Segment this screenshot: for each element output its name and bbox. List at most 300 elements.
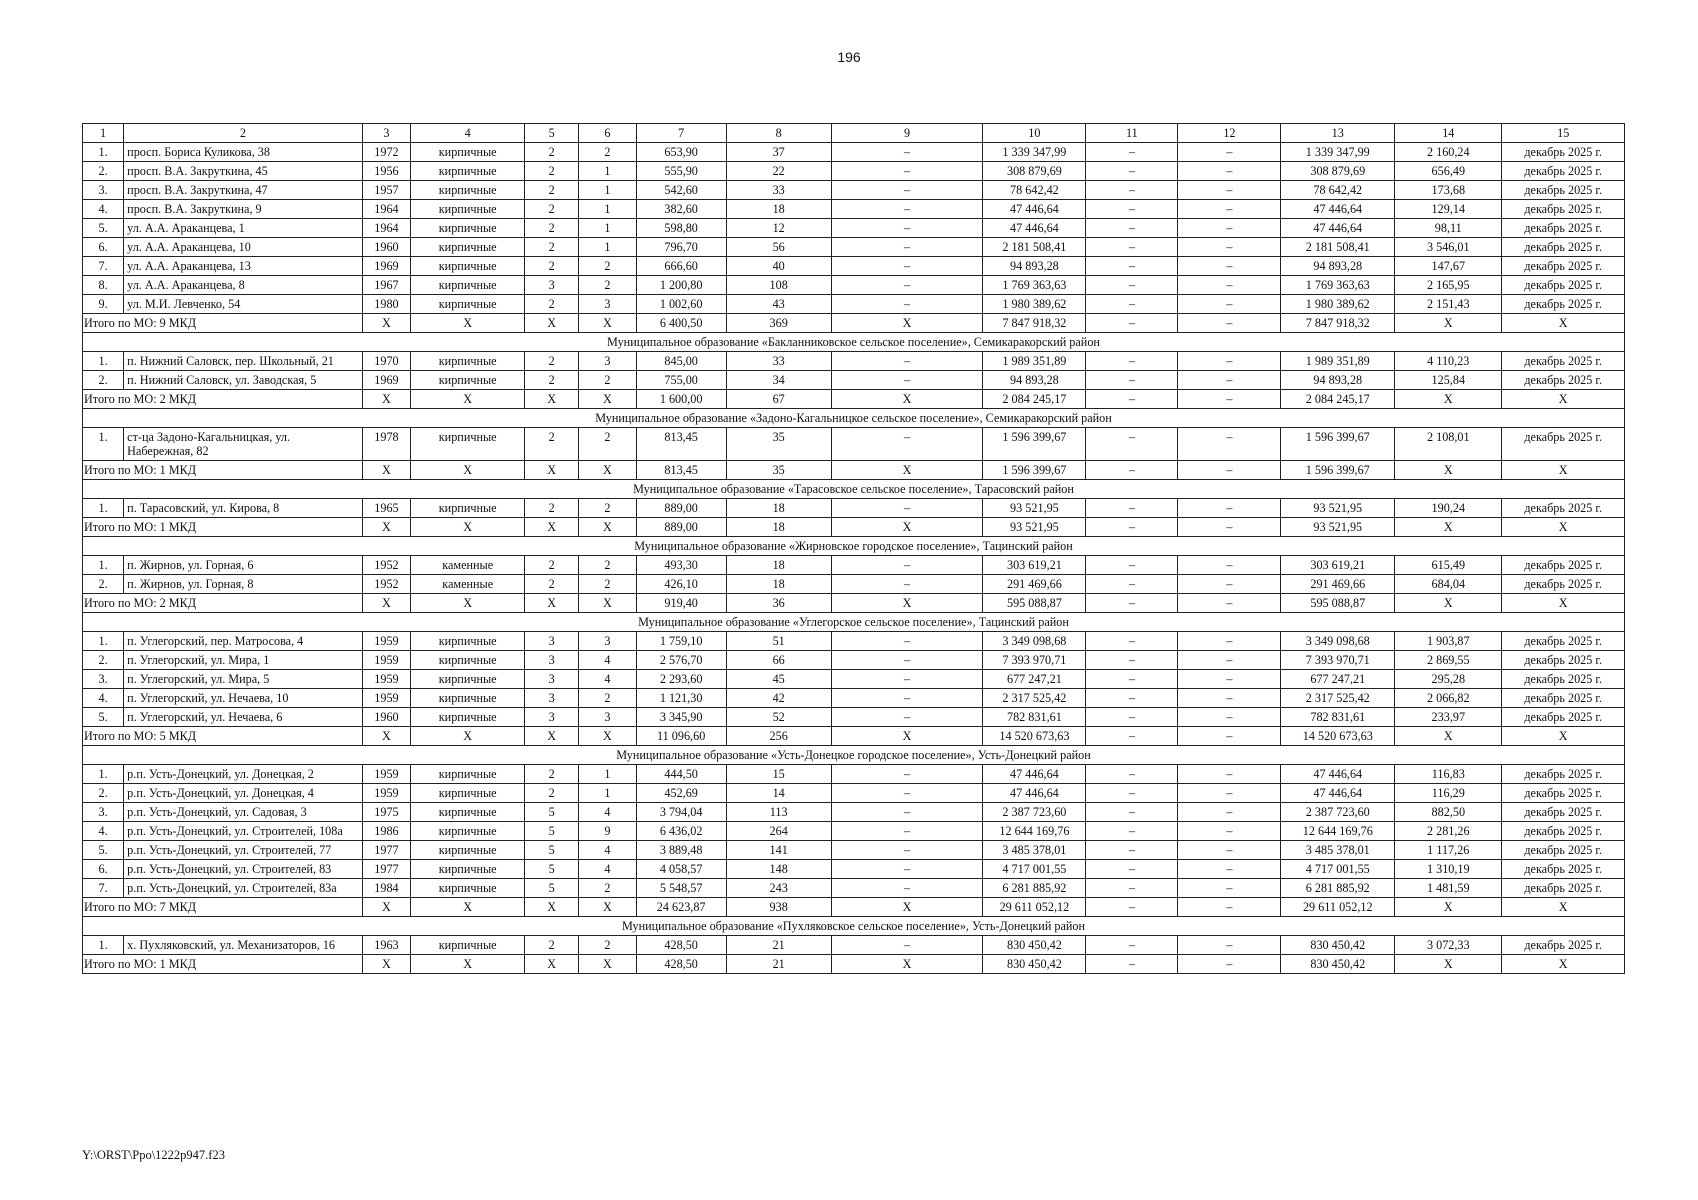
table-cell: 2 bbox=[525, 238, 579, 257]
total-cell: – bbox=[1178, 390, 1281, 409]
total-cell: X bbox=[1395, 594, 1502, 613]
total-label: Итого по МО: 1 МКД bbox=[83, 461, 363, 480]
total-cell: X bbox=[362, 461, 411, 480]
table-cell: декабрь 2025 г. bbox=[1502, 765, 1625, 784]
column-header: 1 bbox=[83, 124, 124, 143]
table-row bbox=[83, 651, 1625, 670]
table-cell: 2 bbox=[579, 556, 636, 575]
table-cell: 1 596 399,67 bbox=[983, 428, 1086, 461]
table-cell: – bbox=[1086, 670, 1178, 689]
address-cell: р.п. Усть-Донецкий, ул. Донецкая, 4 bbox=[124, 784, 362, 803]
table-cell: 3. bbox=[83, 803, 124, 822]
table-cell: 47 446,64 bbox=[983, 765, 1086, 784]
total-cell: X bbox=[1502, 898, 1625, 917]
table-cell: – bbox=[831, 841, 983, 860]
table-cell: 43 bbox=[726, 295, 831, 314]
table-cell: 56 bbox=[726, 238, 831, 257]
total-cell: 21 bbox=[726, 955, 831, 974]
total-cell: X bbox=[579, 518, 636, 537]
total-cell: X bbox=[1502, 314, 1625, 333]
total-cell: X bbox=[831, 594, 983, 613]
table-cell: 1965 bbox=[362, 499, 411, 518]
table-cell: 291 469,66 bbox=[983, 575, 1086, 594]
table-cell: 2 181 508,41 bbox=[983, 238, 1086, 257]
total-label: Итого по МО: 1 МКД bbox=[83, 518, 363, 537]
table-cell: 9. bbox=[83, 295, 124, 314]
table-cell: 1969 bbox=[362, 371, 411, 390]
table-cell: 116,29 bbox=[1395, 784, 1502, 803]
table-cell: – bbox=[1086, 200, 1178, 219]
table-cell: декабрь 2025 г. bbox=[1502, 200, 1625, 219]
column-header: 13 bbox=[1281, 124, 1395, 143]
table-cell: – bbox=[1086, 219, 1178, 238]
total-label: Итого по МО: 2 МКД bbox=[83, 390, 363, 409]
address-cell: просп. Бориса Куликова, 38 bbox=[124, 143, 362, 162]
table-cell: 1959 bbox=[362, 632, 411, 651]
column-header: 10 bbox=[983, 124, 1086, 143]
table-cell: – bbox=[1086, 822, 1178, 841]
column-header: 5 bbox=[525, 124, 579, 143]
table-cell: – bbox=[1178, 143, 1281, 162]
total-label: Итого по МО: 7 МКД bbox=[83, 898, 363, 917]
table-cell: 1964 bbox=[362, 200, 411, 219]
table-cell: 830 450,42 bbox=[983, 936, 1086, 955]
total-cell: 93 521,95 bbox=[983, 518, 1086, 537]
table-row bbox=[83, 632, 1625, 651]
total-cell: X bbox=[525, 727, 579, 746]
table-cell: 2 576,70 bbox=[636, 651, 726, 670]
table-cell: 1. bbox=[83, 352, 124, 371]
address-cell: р.п. Усть-Донецкий, ул. Садовая, 3 bbox=[124, 803, 362, 822]
table-cell: декабрь 2025 г. bbox=[1502, 556, 1625, 575]
table-cell: – bbox=[1086, 238, 1178, 257]
table-cell: – bbox=[1178, 200, 1281, 219]
table-cell: 3 349 098,68 bbox=[1281, 632, 1395, 651]
table-cell: 303 619,21 bbox=[1281, 556, 1395, 575]
address-cell: ул. А.А. Араканцева, 10 bbox=[124, 238, 362, 257]
table-cell: 1 989 351,89 bbox=[1281, 352, 1395, 371]
table-cell: – bbox=[831, 822, 983, 841]
total-cell: – bbox=[1178, 461, 1281, 480]
total-cell: X bbox=[579, 955, 636, 974]
table-cell: 2 bbox=[525, 575, 579, 594]
table-cell: 4 bbox=[579, 670, 636, 689]
table-cell: 1970 bbox=[362, 352, 411, 371]
table-row bbox=[83, 499, 1625, 518]
table-cell: 2 bbox=[525, 257, 579, 276]
table-cell: кирпичные bbox=[411, 238, 525, 257]
total-cell: X bbox=[362, 518, 411, 537]
table-cell: 2 bbox=[579, 879, 636, 898]
address-cell: р.п. Усть-Донецкий, ул. Строителей, 83а bbox=[124, 879, 362, 898]
table-cell: 2 151,43 bbox=[1395, 295, 1502, 314]
total-row bbox=[83, 518, 1625, 537]
table-cell: – bbox=[1178, 689, 1281, 708]
table-row bbox=[83, 428, 1625, 461]
table-cell: 5 bbox=[525, 879, 579, 898]
total-label: Итого по МО: 5 МКД bbox=[83, 727, 363, 746]
table-cell: – bbox=[831, 352, 983, 371]
table-cell: 1 769 363,63 bbox=[1281, 276, 1395, 295]
total-cell: X bbox=[1502, 518, 1625, 537]
table-cell: – bbox=[831, 708, 983, 727]
total-cell: X bbox=[1395, 314, 1502, 333]
table-cell: 382,60 bbox=[636, 200, 726, 219]
table-cell: 3 345,90 bbox=[636, 708, 726, 727]
table-cell: декабрь 2025 г. bbox=[1502, 784, 1625, 803]
total-cell: 11 096,60 bbox=[636, 727, 726, 746]
table-cell: 2 bbox=[525, 428, 579, 461]
total-cell: X bbox=[525, 461, 579, 480]
table-cell: 882,50 bbox=[1395, 803, 1502, 822]
address-cell: п. Жирнов, ул. Горная, 8 bbox=[124, 575, 362, 594]
table-cell: 141 bbox=[726, 841, 831, 860]
table-cell: 7 393 970,71 bbox=[1281, 651, 1395, 670]
total-cell: 2 084 245,17 bbox=[1281, 390, 1395, 409]
table-cell: – bbox=[1086, 428, 1178, 461]
table-cell: 190,24 bbox=[1395, 499, 1502, 518]
table-cell: 5 bbox=[525, 841, 579, 860]
table-row bbox=[83, 238, 1625, 257]
table-cell: – bbox=[1178, 238, 1281, 257]
table-cell: – bbox=[1086, 765, 1178, 784]
table-cell: 5 bbox=[525, 860, 579, 879]
table-cell: кирпичные bbox=[411, 784, 525, 803]
table-cell: 47 446,64 bbox=[983, 200, 1086, 219]
table-cell: 66 bbox=[726, 651, 831, 670]
table-cell: 555,90 bbox=[636, 162, 726, 181]
total-cell: X bbox=[579, 594, 636, 613]
table-cell: 1 200,80 bbox=[636, 276, 726, 295]
housing-register-table bbox=[82, 123, 1625, 974]
table-cell: 2 165,95 bbox=[1395, 276, 1502, 295]
municipality-title: Муниципальное образование «Бакланниковское сельское поселение», Семикаракорский район bbox=[83, 333, 1625, 352]
table-cell: – bbox=[1178, 575, 1281, 594]
table-cell: 1972 bbox=[362, 143, 411, 162]
table-cell: 45 bbox=[726, 670, 831, 689]
address-cell: ул. А.А. Араканцева, 1 bbox=[124, 219, 362, 238]
table-cell: – bbox=[1086, 499, 1178, 518]
table-cell: 78 642,42 bbox=[1281, 181, 1395, 200]
table-cell: – bbox=[831, 371, 983, 390]
table-cell: – bbox=[1086, 689, 1178, 708]
table-cell: 3 485 378,01 bbox=[983, 841, 1086, 860]
column-header: 11 bbox=[1086, 124, 1178, 143]
table-cell: 3 349 098,68 bbox=[983, 632, 1086, 651]
total-cell: 24 623,87 bbox=[636, 898, 726, 917]
table-cell: 2 bbox=[579, 371, 636, 390]
table-cell: 6 281 885,92 bbox=[1281, 879, 1395, 898]
total-cell: X bbox=[1395, 727, 1502, 746]
table-cell: 47 446,64 bbox=[1281, 200, 1395, 219]
table-cell: 1 bbox=[579, 200, 636, 219]
table-cell: – bbox=[831, 936, 983, 955]
table-cell: 2 bbox=[579, 499, 636, 518]
municipality-title: Муниципальное образование «Задоно-Кагальницкое сельское поселение», Семикаракорский район bbox=[83, 409, 1625, 428]
table-cell: 7. bbox=[83, 879, 124, 898]
address-cell: р.п. Усть-Донецкий, ул. Строителей, 108а bbox=[124, 822, 362, 841]
table-cell: 2 bbox=[579, 936, 636, 955]
table-row bbox=[83, 371, 1625, 390]
table-cell: 18 bbox=[726, 575, 831, 594]
table-cell: 5 548,57 bbox=[636, 879, 726, 898]
table-cell: – bbox=[1086, 784, 1178, 803]
table-cell: – bbox=[831, 143, 983, 162]
total-cell: 14 520 673,63 bbox=[983, 727, 1086, 746]
table-cell: 1 bbox=[579, 765, 636, 784]
table-cell: 94 893,28 bbox=[983, 371, 1086, 390]
page-number: 196 bbox=[837, 49, 861, 65]
header-row bbox=[83, 124, 1625, 143]
table-cell: – bbox=[1178, 765, 1281, 784]
table-cell: – bbox=[831, 879, 983, 898]
table-cell: 1959 bbox=[362, 784, 411, 803]
column-header: 6 bbox=[579, 124, 636, 143]
table-cell: 3 bbox=[579, 295, 636, 314]
table-cell: 94 893,28 bbox=[983, 257, 1086, 276]
table-cell: декабрь 2025 г. bbox=[1502, 632, 1625, 651]
table-cell: 1967 bbox=[362, 276, 411, 295]
table-cell: 1. bbox=[83, 143, 124, 162]
total-cell: X bbox=[525, 898, 579, 917]
municipality-section-row bbox=[83, 409, 1625, 428]
table-cell: 3 bbox=[525, 670, 579, 689]
table-cell: 2. bbox=[83, 784, 124, 803]
table-row bbox=[83, 276, 1625, 295]
table-cell: 78 642,42 bbox=[983, 181, 1086, 200]
table-cell: – bbox=[831, 238, 983, 257]
table-cell: – bbox=[831, 200, 983, 219]
table-row bbox=[83, 257, 1625, 276]
total-cell: X bbox=[831, 461, 983, 480]
table-cell: – bbox=[1178, 181, 1281, 200]
table-cell: кирпичные bbox=[411, 936, 525, 955]
table-cell: – bbox=[831, 632, 983, 651]
table-cell: 94 893,28 bbox=[1281, 371, 1395, 390]
table-cell: – bbox=[1178, 860, 1281, 879]
table-cell: 2 bbox=[525, 352, 579, 371]
table-row bbox=[83, 556, 1625, 575]
table-row bbox=[83, 803, 1625, 822]
table-cell: 2 bbox=[525, 200, 579, 219]
table-row bbox=[83, 879, 1625, 898]
total-cell: 7 847 918,32 bbox=[1281, 314, 1395, 333]
table-cell: 2 317 525,42 bbox=[983, 689, 1086, 708]
total-cell: 18 bbox=[726, 518, 831, 537]
total-cell: 595 088,87 bbox=[1281, 594, 1395, 613]
table-cell: 1. bbox=[83, 632, 124, 651]
table-row bbox=[83, 765, 1625, 784]
table-cell: 1960 bbox=[362, 238, 411, 257]
total-cell: X bbox=[579, 898, 636, 917]
table-cell: 1 bbox=[579, 238, 636, 257]
total-cell: X bbox=[1502, 461, 1625, 480]
address-cell: п. Нижний Саловск, пер. Школьный, 21 bbox=[124, 352, 362, 371]
table-cell: кирпичные bbox=[411, 632, 525, 651]
table-cell: – bbox=[1178, 219, 1281, 238]
table-cell: 2 bbox=[525, 936, 579, 955]
table-cell: 1 759,10 bbox=[636, 632, 726, 651]
table-cell: 2 281,26 bbox=[1395, 822, 1502, 841]
table-cell: 47 446,64 bbox=[983, 219, 1086, 238]
table-cell: 116,83 bbox=[1395, 765, 1502, 784]
table-cell: 5. bbox=[83, 219, 124, 238]
table-cell: 147,67 bbox=[1395, 257, 1502, 276]
table-cell: 656,49 bbox=[1395, 162, 1502, 181]
total-cell: 67 bbox=[726, 390, 831, 409]
table-cell: – bbox=[831, 556, 983, 575]
column-header: 12 bbox=[1178, 124, 1281, 143]
table-cell: 6 436,02 bbox=[636, 822, 726, 841]
column-header: 2 bbox=[124, 124, 362, 143]
table-cell: 3 bbox=[525, 276, 579, 295]
municipality-title: Муниципальное образование «Пухляковское сельское поселение», Усть-Донецкий район bbox=[83, 917, 1625, 936]
table-cell: – bbox=[1178, 428, 1281, 461]
table-cell: 4 bbox=[579, 651, 636, 670]
total-cell: X bbox=[411, 314, 525, 333]
table-cell: кирпичные bbox=[411, 295, 525, 314]
table-cell: – bbox=[1178, 295, 1281, 314]
total-cell: – bbox=[1178, 898, 1281, 917]
table-cell: кирпичные bbox=[411, 428, 525, 461]
column-header: 9 bbox=[831, 124, 983, 143]
total-cell: X bbox=[362, 594, 411, 613]
table-cell: 2 bbox=[525, 371, 579, 390]
table-cell: – bbox=[1178, 936, 1281, 955]
table-cell: 2 387 723,60 bbox=[1281, 803, 1395, 822]
table-cell: 2 bbox=[525, 181, 579, 200]
table-cell: кирпичные bbox=[411, 651, 525, 670]
table-cell: кирпичные bbox=[411, 689, 525, 708]
table-cell: декабрь 2025 г. bbox=[1502, 822, 1625, 841]
table-cell: 308 879,69 bbox=[1281, 162, 1395, 181]
table-cell: 6 281 885,92 bbox=[983, 879, 1086, 898]
table-cell: 2 293,60 bbox=[636, 670, 726, 689]
total-cell: X bbox=[411, 461, 525, 480]
table-row bbox=[83, 575, 1625, 594]
table-cell: 782 831,61 bbox=[983, 708, 1086, 727]
table-cell: 113 bbox=[726, 803, 831, 822]
table-row bbox=[83, 295, 1625, 314]
table-cell: 47 446,64 bbox=[1281, 765, 1395, 784]
table-cell: – bbox=[1086, 936, 1178, 955]
table-cell: – bbox=[831, 257, 983, 276]
table-cell: кирпичные bbox=[411, 860, 525, 879]
total-cell: – bbox=[1086, 461, 1178, 480]
table-cell: – bbox=[1178, 822, 1281, 841]
total-cell: X bbox=[831, 314, 983, 333]
table-cell: декабрь 2025 г. bbox=[1502, 651, 1625, 670]
address-cell: ст-ца Задоно-Кагальницкая, ул. Набережная, 82 bbox=[124, 428, 362, 461]
total-row bbox=[83, 955, 1625, 974]
table-cell: 40 bbox=[726, 257, 831, 276]
total-cell: X bbox=[525, 955, 579, 974]
table-row bbox=[83, 181, 1625, 200]
table-cell: декабрь 2025 г. bbox=[1502, 936, 1625, 955]
table-cell: – bbox=[1178, 556, 1281, 575]
table-cell: 3 bbox=[579, 352, 636, 371]
table-cell: 2 bbox=[579, 257, 636, 276]
table-cell: 1 980 389,62 bbox=[983, 295, 1086, 314]
table-cell: 233,97 bbox=[1395, 708, 1502, 727]
table-cell: 1 121,30 bbox=[636, 689, 726, 708]
table-cell: 755,00 bbox=[636, 371, 726, 390]
table-cell: кирпичные bbox=[411, 181, 525, 200]
table-cell: 8. bbox=[83, 276, 124, 295]
total-cell: X bbox=[1502, 727, 1625, 746]
address-cell: п. Углегорский, пер. Матросова, 4 bbox=[124, 632, 362, 651]
table-cell: – bbox=[1086, 371, 1178, 390]
table-row bbox=[83, 860, 1625, 879]
table-cell: 677 247,21 bbox=[983, 670, 1086, 689]
table-cell: 3 bbox=[579, 708, 636, 727]
total-cell: – bbox=[1178, 594, 1281, 613]
table-cell: 813,45 bbox=[636, 428, 726, 461]
total-cell: X bbox=[1395, 518, 1502, 537]
table-cell: 3 546,01 bbox=[1395, 238, 1502, 257]
table-cell: 2. bbox=[83, 575, 124, 594]
table-cell: 3 bbox=[525, 651, 579, 670]
total-label: Итого по МО: 9 МКД bbox=[83, 314, 363, 333]
table-cell: декабрь 2025 г. bbox=[1502, 689, 1625, 708]
table-cell: 37 bbox=[726, 143, 831, 162]
table-cell: кирпичные bbox=[411, 803, 525, 822]
table-cell: – bbox=[1086, 143, 1178, 162]
table-cell: 5 bbox=[525, 803, 579, 822]
total-row bbox=[83, 461, 1625, 480]
total-cell: – bbox=[1086, 314, 1178, 333]
table-cell: 98,11 bbox=[1395, 219, 1502, 238]
total-cell: – bbox=[1086, 955, 1178, 974]
table-cell: 4. bbox=[83, 689, 124, 708]
table-cell: 2 317 525,42 bbox=[1281, 689, 1395, 708]
table-cell: 33 bbox=[726, 181, 831, 200]
table-cell: 3 072,33 bbox=[1395, 936, 1502, 955]
total-row bbox=[83, 390, 1625, 409]
table-cell: декабрь 2025 г. bbox=[1502, 276, 1625, 295]
table-cell: 1980 bbox=[362, 295, 411, 314]
total-cell: X bbox=[1502, 955, 1625, 974]
table-cell: 1. bbox=[83, 428, 124, 461]
table-cell: – bbox=[831, 276, 983, 295]
municipality-section-row bbox=[83, 537, 1625, 556]
address-cell: п. Нижний Саловск, ул. Заводская, 5 bbox=[124, 371, 362, 390]
table-cell: 2 bbox=[525, 499, 579, 518]
table-cell: 493,30 bbox=[636, 556, 726, 575]
table-cell: 47 446,64 bbox=[1281, 219, 1395, 238]
table-cell: – bbox=[1086, 352, 1178, 371]
table-cell: – bbox=[1178, 276, 1281, 295]
table-cell: 2 bbox=[525, 784, 579, 803]
table-cell: 889,00 bbox=[636, 499, 726, 518]
total-cell: 938 bbox=[726, 898, 831, 917]
table-cell: 1 bbox=[579, 219, 636, 238]
table-cell: декабрь 2025 г. bbox=[1502, 803, 1625, 822]
table-cell: 1959 bbox=[362, 651, 411, 670]
table-cell: 1977 bbox=[362, 860, 411, 879]
table-row bbox=[83, 841, 1625, 860]
total-cell: X bbox=[831, 898, 983, 917]
table-cell: 1. bbox=[83, 936, 124, 955]
table-cell: 1. bbox=[83, 499, 124, 518]
total-cell: 813,45 bbox=[636, 461, 726, 480]
table-cell: кирпичные bbox=[411, 670, 525, 689]
table-cell: кирпичные bbox=[411, 162, 525, 181]
table-cell: 12 bbox=[726, 219, 831, 238]
table-cell: 33 bbox=[726, 352, 831, 371]
table-cell: 2 181 508,41 bbox=[1281, 238, 1395, 257]
table-cell: 1959 bbox=[362, 765, 411, 784]
